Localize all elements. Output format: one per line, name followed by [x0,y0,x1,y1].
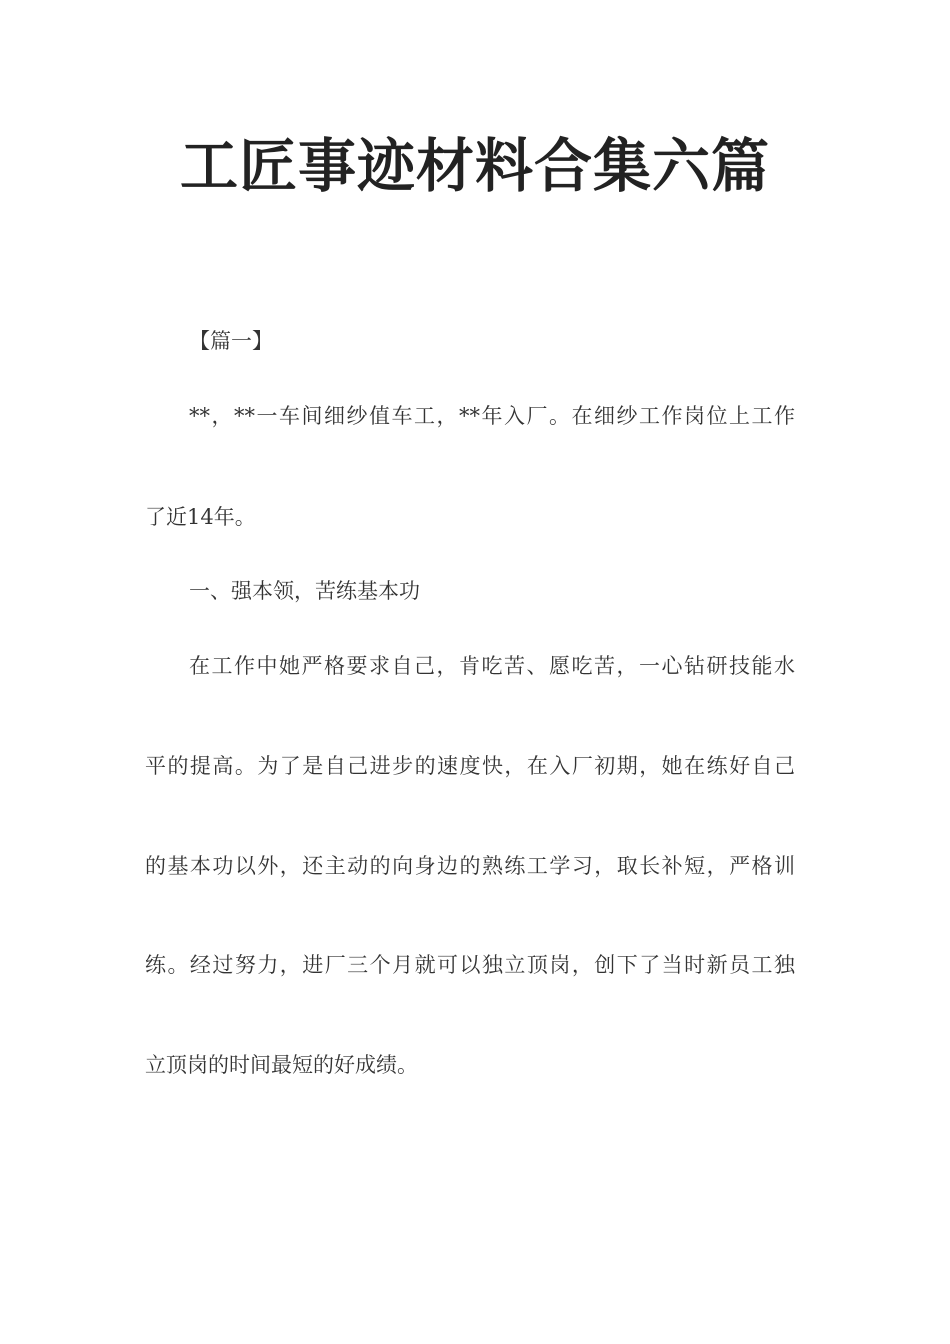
section-heading: 一、强本领，苦练基本功 [189,579,420,603]
section-label: 【篇一】 [189,329,273,353]
paragraph-line-1: **，**一车间细纱值车工，**年入厂。在细纱工作岗位上工作 [189,404,795,428]
paragraph-line-3: 在工作中她严格要求自己，肯吃苦、愿吃苦，一心钻研技能水 [189,654,795,678]
paragraph-line-5: 的基本功以外，还主动的向身边的熟练工学习，取长补短，严格训 [145,854,795,878]
paragraph-line-2: 了近14年。 [145,505,256,529]
paragraph-line-6: 练。经过努力，进厂三个月就可以独立顶岗，创下了当时新员工独 [145,953,795,977]
paragraph-line-7: 立顶岗的时间最短的好成绩。 [145,1053,418,1077]
paragraph-line-4: 平的提高。为了是自己进步的速度快，在入厂初期，她在练好自己 [145,754,795,778]
document-title: 工匠事迹材料合集六篇 [179,132,770,200]
